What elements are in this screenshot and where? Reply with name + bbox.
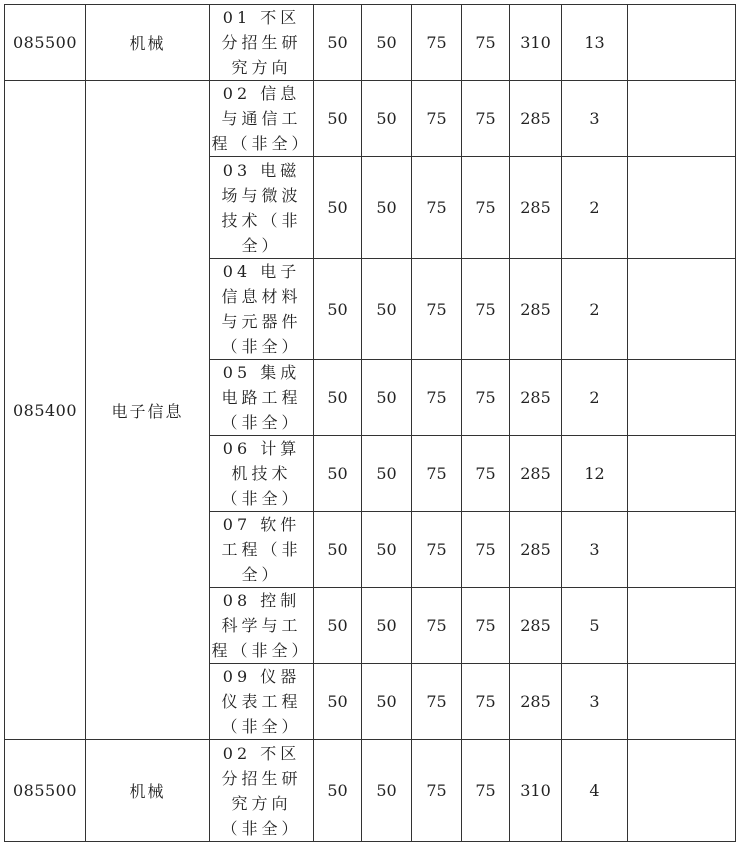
score-total: 310 xyxy=(510,5,562,81)
score-politics: 50 xyxy=(314,512,362,588)
direction-line: （非全） xyxy=(221,489,302,508)
table-row xyxy=(5,5,736,81)
score-english: 50 xyxy=(362,81,412,157)
enroll-count: 3 xyxy=(562,81,628,157)
major-name: 电子信息 xyxy=(86,81,210,740)
score-subject-2: 75 xyxy=(462,259,510,360)
score-english: 50 xyxy=(362,259,412,360)
direction-line: 01 不区 xyxy=(222,8,301,27)
research-direction xyxy=(210,740,314,842)
research-direction xyxy=(210,360,314,436)
note-cell xyxy=(628,5,736,81)
score-politics: 50 xyxy=(314,259,362,360)
note-cell xyxy=(628,259,736,360)
score-politics: 50 xyxy=(314,588,362,664)
direction-line: 电路工程 xyxy=(221,388,302,407)
research-direction xyxy=(210,664,314,740)
direction-line: 工程（非 xyxy=(221,540,302,559)
note-cell xyxy=(628,360,736,436)
score-subject-2: 75 xyxy=(462,740,510,842)
score-total: 285 xyxy=(510,588,562,664)
direction-line: 究方向 xyxy=(231,793,292,813)
research-direction xyxy=(210,512,314,588)
table-row xyxy=(5,740,736,842)
direction-line: 仪表工程 xyxy=(221,692,302,711)
score-subject-1: 75 xyxy=(412,512,462,588)
score-politics: 50 xyxy=(314,81,362,157)
score-total: 285 xyxy=(510,436,562,512)
score-total: 285 xyxy=(510,512,562,588)
direction-line: 分招生研 xyxy=(221,768,302,788)
score-english: 50 xyxy=(362,157,412,259)
score-total: 285 xyxy=(510,259,562,360)
score-subject-1: 75 xyxy=(412,360,462,436)
direction-line: （非全） xyxy=(221,717,302,736)
score-total: 285 xyxy=(510,157,562,259)
note-cell xyxy=(628,588,736,664)
direction-line: （非全） xyxy=(221,818,302,838)
score-total: 285 xyxy=(510,360,562,436)
score-subject-1: 75 xyxy=(412,740,462,842)
score-english: 50 xyxy=(362,436,412,512)
score-subject-2: 75 xyxy=(462,157,510,259)
direction-line: 究方向 xyxy=(231,58,292,77)
major-name: 机械 xyxy=(86,740,210,842)
note-cell xyxy=(628,157,736,259)
score-subject-2: 75 xyxy=(462,436,510,512)
score-subject-2: 75 xyxy=(462,81,510,157)
direction-line: 技术（非 xyxy=(221,210,302,230)
score-table xyxy=(4,4,736,842)
score-english: 50 xyxy=(362,588,412,664)
direction-line: 科学与工 xyxy=(221,616,302,635)
research-direction xyxy=(210,5,314,81)
score-subject-1: 75 xyxy=(412,81,462,157)
score-subject-1: 75 xyxy=(412,436,462,512)
direction-line: 08 控制 xyxy=(222,591,301,610)
major-code: 085500 xyxy=(5,5,86,81)
note-cell xyxy=(628,512,736,588)
major-name: 机械 xyxy=(86,5,210,81)
enroll-count: 2 xyxy=(562,360,628,436)
score-total: 285 xyxy=(510,81,562,157)
score-subject-2: 75 xyxy=(462,664,510,740)
score-english: 50 xyxy=(362,512,412,588)
direction-line: 与元器件 xyxy=(221,312,302,331)
research-direction xyxy=(210,259,314,360)
research-direction xyxy=(210,588,314,664)
score-total: 310 xyxy=(510,740,562,842)
direction-line: 02 不区 xyxy=(222,743,301,763)
score-english: 50 xyxy=(362,740,412,842)
direction-line: 07 软件 xyxy=(222,515,301,534)
direction-line: 与通信工 xyxy=(221,109,302,128)
direction-line: 场与微波 xyxy=(221,185,302,205)
score-politics: 50 xyxy=(314,157,362,259)
direction-line: 机技术 xyxy=(231,464,292,483)
direction-line: （非全） xyxy=(221,337,302,356)
enroll-count: 4 xyxy=(562,740,628,842)
note-cell xyxy=(628,740,736,842)
enroll-count: 3 xyxy=(562,512,628,588)
direction-line: 全） xyxy=(241,235,282,255)
score-subject-2: 75 xyxy=(462,5,510,81)
score-subject-2: 75 xyxy=(462,360,510,436)
score-subject-2: 75 xyxy=(462,512,510,588)
note-cell xyxy=(628,81,736,157)
direction-line: 04 电子 xyxy=(222,262,301,281)
research-direction xyxy=(210,436,314,512)
score-politics: 50 xyxy=(314,664,362,740)
enroll-count: 3 xyxy=(562,664,628,740)
score-subject-1: 75 xyxy=(412,259,462,360)
direction-line: 程（非全） xyxy=(211,641,312,660)
enroll-count: 2 xyxy=(562,259,628,360)
note-cell xyxy=(628,664,736,740)
direction-line: 信息材料 xyxy=(221,287,302,306)
direction-line: （非全） xyxy=(221,413,302,432)
enroll-count: 12 xyxy=(562,436,628,512)
table-body xyxy=(5,5,736,842)
score-subject-2: 75 xyxy=(462,588,510,664)
direction-line: 03 电磁 xyxy=(222,160,301,180)
direction-line: 程（非全） xyxy=(211,134,312,153)
research-direction xyxy=(210,157,314,259)
note-cell xyxy=(628,436,736,512)
score-english: 50 xyxy=(362,664,412,740)
direction-line: 09 仪器 xyxy=(222,667,301,686)
score-subject-1: 75 xyxy=(412,588,462,664)
direction-line: 05 集成 xyxy=(222,363,301,382)
enroll-count: 13 xyxy=(562,5,628,81)
major-code: 085400 xyxy=(5,81,86,740)
research-direction xyxy=(210,81,314,157)
enroll-count: 5 xyxy=(562,588,628,664)
direction-line: 分招生研 xyxy=(221,33,302,52)
score-english: 50 xyxy=(362,360,412,436)
score-politics: 50 xyxy=(314,5,362,81)
direction-line: 06 计算 xyxy=(222,439,301,458)
direction-line: 02 信息 xyxy=(222,84,301,103)
score-subject-1: 75 xyxy=(412,157,462,259)
score-english: 50 xyxy=(362,5,412,81)
table-row xyxy=(5,81,736,157)
score-subject-1: 75 xyxy=(412,5,462,81)
direction-line: 全） xyxy=(241,565,282,584)
score-politics: 50 xyxy=(314,360,362,436)
score-subject-1: 75 xyxy=(412,664,462,740)
score-total: 285 xyxy=(510,664,562,740)
major-code: 085500 xyxy=(5,740,86,842)
score-politics: 50 xyxy=(314,740,362,842)
enroll-count: 2 xyxy=(562,157,628,259)
score-politics: 50 xyxy=(314,436,362,512)
